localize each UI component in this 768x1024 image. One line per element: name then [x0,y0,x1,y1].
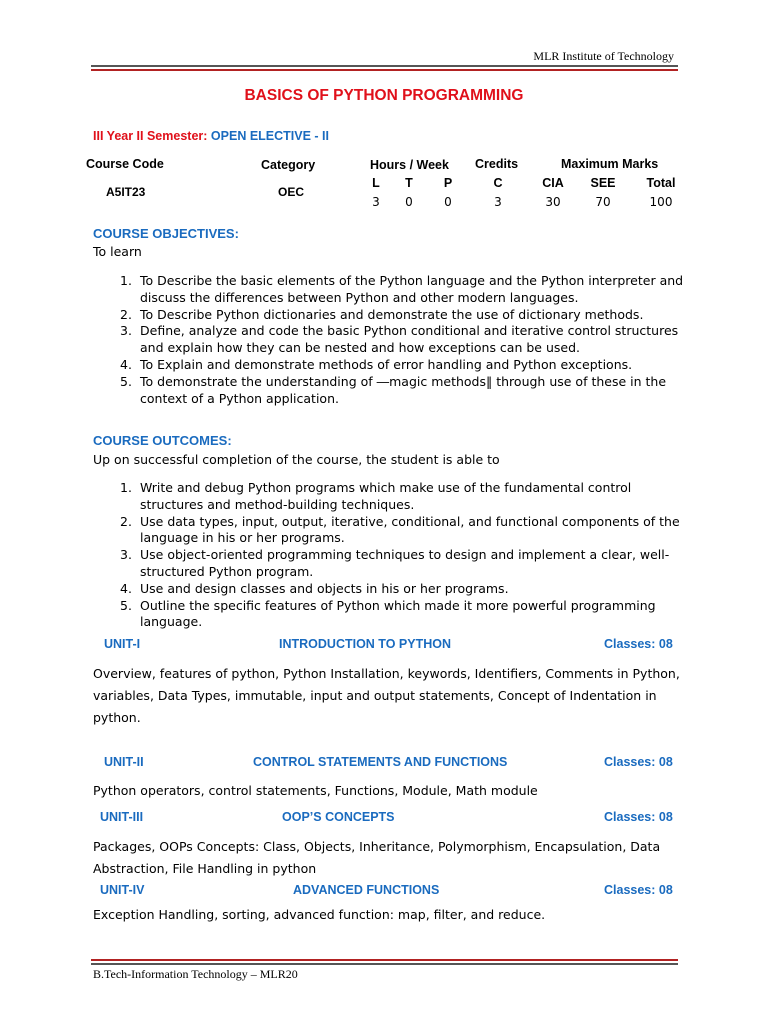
footer-rule-dark [91,963,678,965]
unit-3-content: Packages, OOPs Concepts: Class, Objects, Inheritance, Polymorphism, Encapsulation, Data Abstraction, File Handling in python [93,839,661,876]
list-item [93,581,693,598]
footer-text: B.Tech-Information Technology – MLR20 [93,967,298,981]
unit-3-label: UNIT-III [100,810,144,824]
sub-header-c: C [493,176,503,190]
list-item [93,514,693,548]
list-number: 4. [120,356,132,372]
list-text: Use data types, input, output, iterative, conditional, and functional components of the language in his or her programs. [140,513,680,546]
list-text: Outline the specific features of Python which made it more powerful programming language. [140,597,656,630]
outcomes-list [93,480,693,631]
list-item [93,273,693,307]
header-institute: MLR Institute of Technology [533,49,674,63]
unit-2-content: Python operators, control statements, Functions, Module, Math module [93,783,538,798]
category-value: OEC [278,185,305,199]
list-number: 1. [120,273,132,288]
list-item [93,598,693,632]
objectives-intro: To learn [93,244,142,259]
semester-value: OPEN ELECTIVE - II [210,129,329,143]
list-number: 2. [120,306,132,322]
unit-3-classes: Classes: 08 [604,810,673,824]
header-credits: Credits [475,157,519,171]
value-l: 3 [372,195,380,209]
list-number: 5. [120,373,132,389]
value-total: 100 [649,195,673,209]
list-number: 5. [120,597,132,613]
value-p: 0 [444,195,452,209]
list-text: Use object-oriented programming techniques to design and implement a clear, well-structured Python program. [140,547,670,579]
unit-1-title: INTRODUCTION TO PYTHON [279,637,451,651]
unit-4-classes: Classes: 08 [604,883,673,897]
unit-2-title: CONTROL STATEMENTS AND FUNCTIONS [253,755,508,769]
course-code-value: A5IT23 [106,185,146,199]
list-item [93,480,693,514]
header-course-code: Course Code [86,157,164,171]
unit-2-classes: Classes: 08 [604,755,673,769]
value-cia: 30 [545,195,561,209]
value-t: 0 [405,195,413,209]
list-item [93,547,693,581]
value-see: 70 [595,195,611,209]
list-text: To Describe the basic elements of the Python language and the Python interpreter and discuss the differences between Python and other modern languages. [140,273,684,305]
unit-4-title: ADVANCED FUNCTIONS [293,883,440,897]
list-text: To Describe Python dictionaries and demonstrate the use of dictionary methods. [140,306,644,322]
unit-2-label: UNIT-II [104,755,144,769]
list-item [93,307,693,324]
unit-1-label: UNIT-I [104,637,141,651]
unit-4-content: Exception Handling, sorting, advanced function: map, filter, and reduce. [93,907,546,922]
list-text: Define, analyze and code the basic Python conditional and iterative control structures and explain how they can be nested and how exceptions can be used. [140,323,679,356]
sub-header-l: L [372,176,380,190]
list-text: Write and debug Python programs which make use of the fundamental control structures and method-building techniques. [140,480,632,512]
header-rule-dark [91,65,678,67]
sub-header-t: T [405,176,413,190]
list-number: 3. [120,323,132,339]
objectives-heading: COURSE OBJECTIVES: [93,226,239,241]
unit-3-title: OOP’S CONCEPTS [282,810,395,824]
header-rule-red [91,69,678,71]
page-title: BASICS OF PYTHON PROGRAMMING [244,87,524,104]
list-number: 4. [120,580,132,596]
list-number: 3. [120,547,132,563]
list-text: To Explain and demonstrate methods of error handling and Python exceptions. [140,356,633,372]
list-item [93,374,693,408]
objectives-list [93,273,693,407]
sub-header-cia: CIA [542,176,564,190]
unit-4-label: UNIT-IV [100,883,145,897]
sub-header-p: P [443,176,453,190]
list-number: 2. [120,513,132,529]
unit-1-content: Overview, features of python, Python Installation, keywords, Identifiers, Comments in Python, variables, Data Types, immutable, input and output statements, Concept of Indentation in python. [93,666,680,725]
semester-label: III Year II Semester: [93,129,208,143]
header-marks: Maximum Marks [561,157,659,171]
header-category: Category [261,158,316,172]
sub-header-total: Total [646,176,676,190]
list-text: Use and design classes and objects in his or her programs. [140,580,509,596]
footer-rule-red [91,959,678,961]
list-text: To demonstrate the understanding of ―magic methods‖ through use of these in the context of a Python application. [140,373,667,406]
outcomes-intro: Up on successful completion of the course, the student is able to [93,452,500,467]
value-c: 3 [494,195,502,209]
sub-header-see: SEE [590,176,616,190]
header-hours: Hours / Week [370,158,449,172]
list-number: 1. [120,480,132,495]
outcomes-heading: COURSE OUTCOMES: [93,433,232,448]
list-item [93,357,693,374]
list-item [93,323,693,357]
semester-line [93,129,329,143]
unit-1-classes: Classes: 08 [604,637,673,651]
